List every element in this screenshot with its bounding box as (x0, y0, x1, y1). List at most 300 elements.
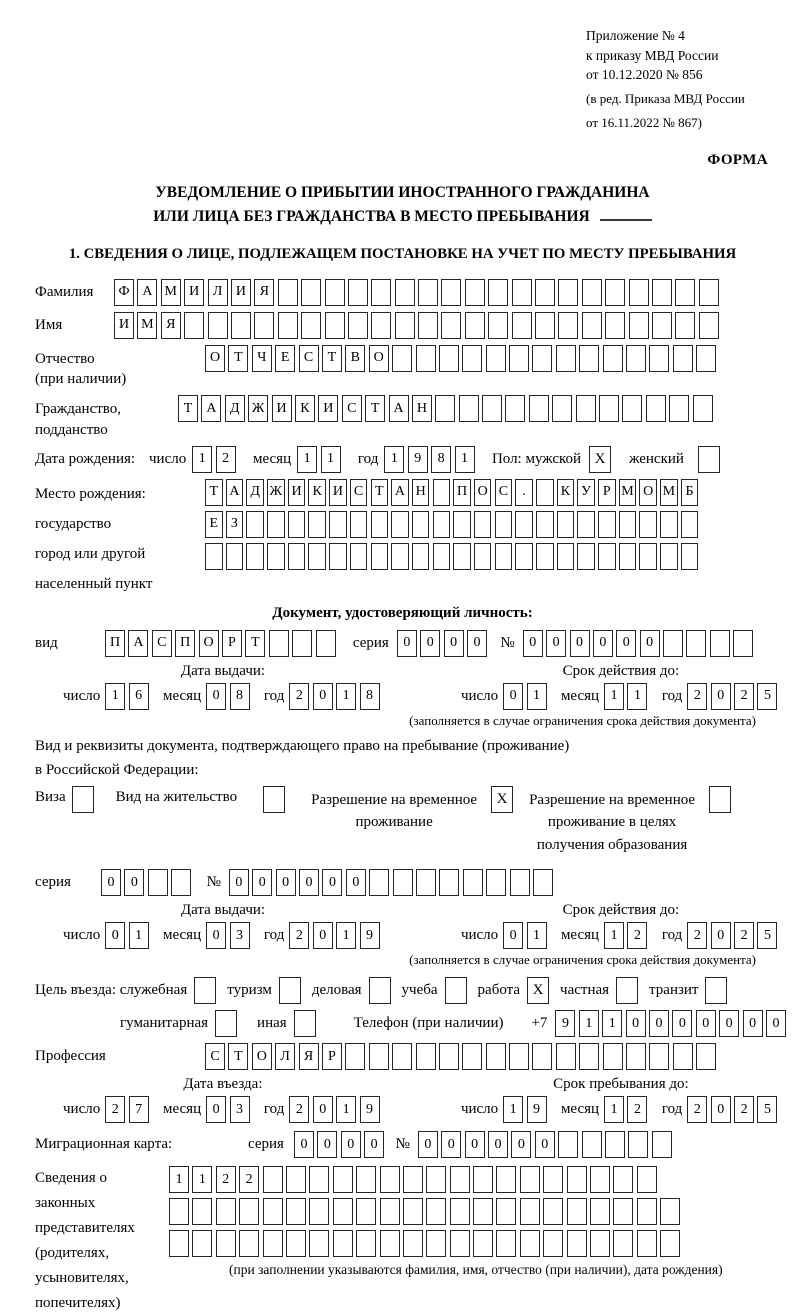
char-cell[interactable] (579, 345, 599, 372)
char-cell[interactable]: М (660, 479, 678, 506)
char-cell[interactable] (619, 543, 637, 570)
char-cell[interactable]: Д (225, 395, 245, 422)
char-cell[interactable] (246, 511, 264, 538)
char-cell[interactable] (603, 345, 623, 372)
char-cell[interactable] (288, 543, 306, 570)
char-cell[interactable]: 3 (230, 922, 250, 949)
char-cell[interactable]: Т (245, 630, 265, 657)
birth-place-line1[interactable] (205, 479, 702, 506)
char-cell[interactable] (520, 1166, 540, 1193)
char-cell[interactable] (639, 543, 657, 570)
char-cell[interactable]: Т (178, 395, 198, 422)
char-cell[interactable] (393, 869, 413, 896)
char-cell[interactable] (333, 1198, 353, 1225)
char-cell[interactable] (660, 511, 678, 538)
char-cell[interactable] (435, 395, 455, 422)
char-cell[interactable]: 1 (627, 683, 647, 710)
char-cell[interactable]: О (639, 479, 657, 506)
char-cell[interactable]: 0 (535, 1131, 555, 1158)
char-cell[interactable]: И (231, 279, 251, 306)
char-cell[interactable]: 0 (276, 869, 296, 896)
char-cell[interactable] (660, 1198, 680, 1225)
char-cell[interactable]: 1 (129, 922, 149, 949)
char-cell[interactable] (267, 511, 285, 538)
char-cell[interactable] (646, 395, 666, 422)
char-cell[interactable]: 9 (360, 922, 380, 949)
temp-residence-checkbox[interactable]: X (491, 786, 513, 813)
char-cell[interactable]: 3 (230, 1096, 250, 1123)
char-cell[interactable]: 0 (640, 630, 660, 657)
char-cell[interactable]: С (350, 479, 368, 506)
char-cell[interactable] (371, 312, 391, 339)
char-cell[interactable]: 2 (289, 922, 309, 949)
char-cell[interactable] (557, 511, 575, 538)
char-cell[interactable]: 0 (313, 922, 333, 949)
char-cell[interactable]: 0 (672, 1010, 692, 1037)
char-cell[interactable] (512, 279, 532, 306)
char-cell[interactable] (613, 1198, 633, 1225)
char-cell[interactable]: 0 (523, 630, 543, 657)
char-cell[interactable]: 1 (321, 446, 341, 473)
char-cell[interactable] (556, 345, 576, 372)
birth-year-boxes[interactable] (384, 446, 478, 473)
birth-day-boxes[interactable] (192, 446, 239, 473)
char-cell[interactable] (350, 511, 368, 538)
char-cell[interactable]: 1 (527, 683, 547, 710)
char-cell[interactable] (463, 869, 483, 896)
char-cell[interactable] (278, 312, 298, 339)
char-cell[interactable] (543, 1230, 563, 1257)
char-cell[interactable] (496, 1166, 516, 1193)
char-cell[interactable] (663, 630, 683, 657)
char-cell[interactable]: 8 (230, 683, 250, 710)
char-cell[interactable] (205, 543, 223, 570)
char-cell[interactable] (416, 1043, 436, 1070)
char-cell[interactable] (637, 1230, 657, 1257)
char-cell[interactable] (371, 511, 389, 538)
char-cell[interactable] (441, 312, 461, 339)
expiry-year-boxes[interactable] (687, 683, 781, 710)
char-cell[interactable] (473, 1166, 493, 1193)
char-cell[interactable] (582, 312, 602, 339)
char-cell[interactable] (450, 1230, 470, 1257)
char-cell[interactable]: 9 (360, 1096, 380, 1123)
char-cell[interactable]: 0 (441, 1131, 461, 1158)
char-cell[interactable] (536, 511, 554, 538)
char-cell[interactable] (637, 1166, 657, 1193)
char-cell[interactable] (520, 1230, 540, 1257)
char-cell[interactable] (556, 1043, 576, 1070)
char-cell[interactable] (231, 312, 251, 339)
char-cell[interactable] (263, 1166, 283, 1193)
entry-day-boxes[interactable] (105, 1096, 152, 1123)
char-cell[interactable]: 0 (465, 1131, 485, 1158)
char-cell[interactable] (639, 511, 657, 538)
char-cell[interactable]: 5 (757, 1096, 777, 1123)
char-cell[interactable]: 0 (766, 1010, 786, 1037)
char-cell[interactable]: С (152, 630, 172, 657)
char-cell[interactable] (395, 279, 415, 306)
char-cell[interactable] (345, 1043, 365, 1070)
char-cell[interactable]: 0 (696, 1010, 716, 1037)
char-cell[interactable] (392, 1043, 412, 1070)
char-cell[interactable] (371, 279, 391, 306)
char-cell[interactable]: О (205, 345, 225, 372)
char-cell[interactable] (669, 395, 689, 422)
char-cell[interactable]: Ж (248, 395, 268, 422)
char-cell[interactable] (329, 543, 347, 570)
char-cell[interactable] (465, 279, 485, 306)
char-cell[interactable] (192, 1198, 212, 1225)
char-cell[interactable] (309, 1166, 329, 1193)
char-cell[interactable] (439, 869, 459, 896)
char-cell[interactable] (246, 543, 264, 570)
char-cell[interactable] (426, 1166, 446, 1193)
char-cell[interactable] (649, 1043, 669, 1070)
char-cell[interactable] (681, 511, 699, 538)
char-cell[interactable]: 0 (649, 1010, 669, 1037)
char-cell[interactable]: 0 (467, 630, 487, 657)
char-cell[interactable] (629, 279, 649, 306)
issue-day-boxes[interactable] (105, 922, 152, 949)
char-cell[interactable] (582, 279, 602, 306)
char-cell[interactable] (693, 395, 713, 422)
char-cell[interactable]: 1 (604, 683, 624, 710)
char-cell[interactable]: 0 (444, 630, 464, 657)
char-cell[interactable] (254, 312, 274, 339)
char-cell[interactable] (263, 1198, 283, 1225)
char-cell[interactable]: О (252, 1043, 272, 1070)
char-cell[interactable] (301, 312, 321, 339)
char-cell[interactable]: 1 (297, 446, 317, 473)
char-cell[interactable]: К (557, 479, 575, 506)
char-cell[interactable]: 0 (511, 1131, 531, 1158)
char-cell[interactable]: Р (322, 1043, 342, 1070)
char-cell[interactable]: Я (161, 312, 181, 339)
char-cell[interactable] (288, 511, 306, 538)
char-cell[interactable] (453, 543, 471, 570)
char-cell[interactable]: 0 (488, 1131, 508, 1158)
migration-number-boxes[interactable] (418, 1131, 675, 1158)
char-cell[interactable] (699, 279, 719, 306)
char-cell[interactable]: З (226, 511, 244, 538)
doc-series-boxes[interactable] (397, 630, 491, 657)
expiry-day-boxes[interactable] (503, 683, 550, 710)
char-cell[interactable]: 1 (384, 446, 404, 473)
char-cell[interactable] (496, 1198, 516, 1225)
char-cell[interactable]: 1 (503, 1096, 523, 1123)
char-cell[interactable] (403, 1166, 423, 1193)
char-cell[interactable]: 1 (336, 922, 356, 949)
char-cell[interactable]: 2 (627, 922, 647, 949)
purpose-humanitarian-checkbox[interactable] (215, 1010, 237, 1037)
char-cell[interactable]: П (175, 630, 195, 657)
char-cell[interactable] (309, 1198, 329, 1225)
char-cell[interactable]: Н (412, 479, 430, 506)
char-cell[interactable]: Ж (267, 479, 285, 506)
char-cell[interactable]: 2 (105, 1096, 125, 1123)
migration-series-boxes[interactable] (294, 1131, 388, 1158)
profession-boxes[interactable] (205, 1043, 720, 1070)
char-cell[interactable] (286, 1198, 306, 1225)
char-cell[interactable]: 0 (626, 1010, 646, 1037)
char-cell[interactable] (371, 543, 389, 570)
char-cell[interactable] (216, 1230, 236, 1257)
char-cell[interactable] (605, 312, 625, 339)
char-cell[interactable] (696, 345, 716, 372)
char-cell[interactable]: Я (254, 279, 274, 306)
char-cell[interactable] (333, 1230, 353, 1257)
char-cell[interactable] (515, 543, 533, 570)
char-cell[interactable] (699, 312, 719, 339)
char-cell[interactable] (626, 345, 646, 372)
temp-residence-edu-checkbox[interactable] (709, 786, 731, 813)
char-cell[interactable] (239, 1230, 259, 1257)
char-cell[interactable]: 0 (105, 922, 125, 949)
char-cell[interactable]: 1 (604, 922, 624, 949)
char-cell[interactable] (301, 279, 321, 306)
char-cell[interactable] (348, 312, 368, 339)
char-cell[interactable] (619, 511, 637, 538)
purpose-business-checkbox[interactable] (194, 977, 216, 1004)
char-cell[interactable]: М (137, 312, 157, 339)
char-cell[interactable] (486, 869, 506, 896)
char-cell[interactable]: 0 (101, 869, 121, 896)
char-cell[interactable]: М (619, 479, 637, 506)
char-cell[interactable] (577, 543, 595, 570)
char-cell[interactable]: 0 (317, 1131, 337, 1158)
char-cell[interactable]: 0 (294, 1131, 314, 1158)
char-cell[interactable] (605, 279, 625, 306)
stay-year-boxes[interactable] (687, 1096, 781, 1123)
char-cell[interactable] (171, 869, 191, 896)
char-cell[interactable] (391, 511, 409, 538)
char-cell[interactable] (439, 345, 459, 372)
purpose-other-checkbox[interactable] (294, 1010, 316, 1037)
char-cell[interactable] (278, 279, 298, 306)
char-cell[interactable]: 1 (527, 922, 547, 949)
char-cell[interactable] (369, 1043, 389, 1070)
char-cell[interactable] (192, 1230, 212, 1257)
char-cell[interactable] (356, 1230, 376, 1257)
char-cell[interactable] (329, 511, 347, 538)
char-cell[interactable] (613, 1166, 633, 1193)
purpose-tourism-checkbox[interactable] (279, 977, 301, 1004)
char-cell[interactable]: 0 (711, 1096, 731, 1123)
char-cell[interactable]: О (199, 630, 219, 657)
expiry-month-boxes[interactable] (604, 922, 651, 949)
issue-month-boxes[interactable] (206, 683, 253, 710)
char-cell[interactable] (626, 1043, 646, 1070)
char-cell[interactable] (433, 479, 451, 506)
char-cell[interactable]: Р (598, 479, 616, 506)
entry-month-boxes[interactable] (206, 1096, 253, 1123)
char-cell[interactable] (558, 279, 578, 306)
char-cell[interactable]: 0 (313, 1096, 333, 1123)
char-cell[interactable] (286, 1166, 306, 1193)
char-cell[interactable] (660, 1230, 680, 1257)
char-cell[interactable]: 9 (408, 446, 428, 473)
char-cell[interactable] (567, 1230, 587, 1257)
char-cell[interactable] (543, 1166, 563, 1193)
char-cell[interactable]: 1 (169, 1166, 189, 1193)
char-cell[interactable]: Р (222, 630, 242, 657)
char-cell[interactable] (169, 1230, 189, 1257)
char-cell[interactable]: И (329, 479, 347, 506)
char-cell[interactable] (567, 1198, 587, 1225)
char-cell[interactable] (380, 1166, 400, 1193)
char-cell[interactable]: С (299, 345, 319, 372)
char-cell[interactable]: О (369, 345, 389, 372)
char-cell[interactable] (350, 543, 368, 570)
expiry-day-boxes[interactable] (503, 922, 550, 949)
char-cell[interactable]: И (288, 479, 306, 506)
char-cell[interactable] (208, 312, 228, 339)
char-cell[interactable]: В (345, 345, 365, 372)
char-cell[interactable]: Е (205, 511, 223, 538)
char-cell[interactable]: 5 (757, 683, 777, 710)
expiry-year-boxes[interactable] (687, 922, 781, 949)
purpose-transit-checkbox[interactable] (705, 977, 727, 1004)
entry-year-boxes[interactable] (289, 1096, 383, 1123)
char-cell[interactable] (474, 511, 492, 538)
char-cell[interactable] (515, 511, 533, 538)
char-cell[interactable] (673, 345, 693, 372)
char-cell[interactable] (474, 543, 492, 570)
purpose-commercial-checkbox[interactable] (369, 977, 391, 1004)
char-cell[interactable] (380, 1198, 400, 1225)
char-cell[interactable]: К (308, 479, 326, 506)
char-cell[interactable] (348, 279, 368, 306)
char-cell[interactable]: 8 (360, 683, 380, 710)
char-cell[interactable] (286, 1230, 306, 1257)
char-cell[interactable]: 0 (420, 630, 440, 657)
char-cell[interactable] (453, 511, 471, 538)
char-cell[interactable] (426, 1198, 446, 1225)
char-cell[interactable] (239, 1198, 259, 1225)
char-cell[interactable] (316, 630, 336, 657)
representatives-line1[interactable] (169, 1166, 723, 1193)
char-cell[interactable] (418, 279, 438, 306)
char-cell[interactable] (520, 1198, 540, 1225)
char-cell[interactable] (486, 1043, 506, 1070)
char-cell[interactable] (590, 1166, 610, 1193)
purpose-study-checkbox[interactable] (445, 977, 467, 1004)
char-cell[interactable]: Е (275, 345, 295, 372)
char-cell[interactable] (599, 395, 619, 422)
char-cell[interactable] (582, 1131, 602, 1158)
char-cell[interactable] (412, 511, 430, 538)
char-cell[interactable]: Н (412, 395, 432, 422)
char-cell[interactable]: 2 (734, 1096, 754, 1123)
char-cell[interactable]: 8 (431, 446, 451, 473)
char-cell[interactable] (535, 279, 555, 306)
char-cell[interactable] (462, 345, 482, 372)
char-cell[interactable]: И (318, 395, 338, 422)
char-cell[interactable] (675, 279, 695, 306)
char-cell[interactable]: 0 (206, 1096, 226, 1123)
char-cell[interactable] (369, 869, 389, 896)
char-cell[interactable] (403, 1230, 423, 1257)
residence-number-boxes[interactable] (229, 869, 556, 896)
char-cell[interactable]: 0 (341, 1131, 361, 1158)
char-cell[interactable]: 7 (129, 1096, 149, 1123)
issue-year-boxes[interactable] (289, 922, 383, 949)
char-cell[interactable]: А (128, 630, 148, 657)
char-cell[interactable] (652, 312, 672, 339)
char-cell[interactable]: 1 (604, 1096, 624, 1123)
char-cell[interactable]: 9 (555, 1010, 575, 1037)
char-cell[interactable]: 2 (687, 1096, 707, 1123)
char-cell[interactable] (486, 345, 506, 372)
char-cell[interactable]: К (295, 395, 315, 422)
char-cell[interactable] (356, 1198, 376, 1225)
char-cell[interactable] (459, 395, 479, 422)
char-cell[interactable]: А (226, 479, 244, 506)
firstname-boxes[interactable] (114, 312, 722, 339)
char-cell[interactable] (603, 1043, 623, 1070)
char-cell[interactable] (579, 1043, 599, 1070)
char-cell[interactable] (473, 1230, 493, 1257)
char-cell[interactable] (529, 395, 549, 422)
char-cell[interactable]: 2 (734, 683, 754, 710)
char-cell[interactable] (552, 395, 572, 422)
char-cell[interactable]: Б (681, 479, 699, 506)
char-cell[interactable]: 5 (757, 922, 777, 949)
issue-month-boxes[interactable] (206, 922, 253, 949)
expiry-month-boxes[interactable] (604, 683, 651, 710)
char-cell[interactable] (558, 312, 578, 339)
char-cell[interactable]: 0 (299, 869, 319, 896)
char-cell[interactable]: 0 (313, 683, 333, 710)
char-cell[interactable] (622, 395, 642, 422)
char-cell[interactable]: Т (322, 345, 342, 372)
char-cell[interactable] (696, 1043, 716, 1070)
char-cell[interactable]: П (105, 630, 125, 657)
char-cell[interactable] (309, 1230, 329, 1257)
char-cell[interactable]: 2 (687, 683, 707, 710)
char-cell[interactable]: 2 (289, 1096, 309, 1123)
char-cell[interactable] (488, 312, 508, 339)
char-cell[interactable] (495, 543, 513, 570)
char-cell[interactable] (557, 543, 575, 570)
birth-month-boxes[interactable] (297, 446, 344, 473)
char-cell[interactable] (267, 543, 285, 570)
stay-month-boxes[interactable] (604, 1096, 651, 1123)
char-cell[interactable] (505, 395, 525, 422)
char-cell[interactable] (226, 543, 244, 570)
char-cell[interactable] (660, 543, 678, 570)
char-cell[interactable] (509, 345, 529, 372)
char-cell[interactable]: Т (205, 479, 223, 506)
char-cell[interactable] (629, 312, 649, 339)
char-cell[interactable]: С (342, 395, 362, 422)
char-cell[interactable]: 1 (192, 1166, 212, 1193)
char-cell[interactable]: 0 (546, 630, 566, 657)
char-cell[interactable] (433, 543, 451, 570)
char-cell[interactable] (628, 1131, 648, 1158)
char-cell[interactable] (577, 511, 595, 538)
char-cell[interactable] (441, 279, 461, 306)
char-cell[interactable] (308, 511, 326, 538)
char-cell[interactable]: И (272, 395, 292, 422)
char-cell[interactable] (439, 1043, 459, 1070)
char-cell[interactable]: 0 (397, 630, 417, 657)
char-cell[interactable] (392, 345, 412, 372)
char-cell[interactable] (148, 869, 168, 896)
char-cell[interactable] (512, 312, 532, 339)
patronymic-boxes[interactable] (205, 345, 720, 372)
